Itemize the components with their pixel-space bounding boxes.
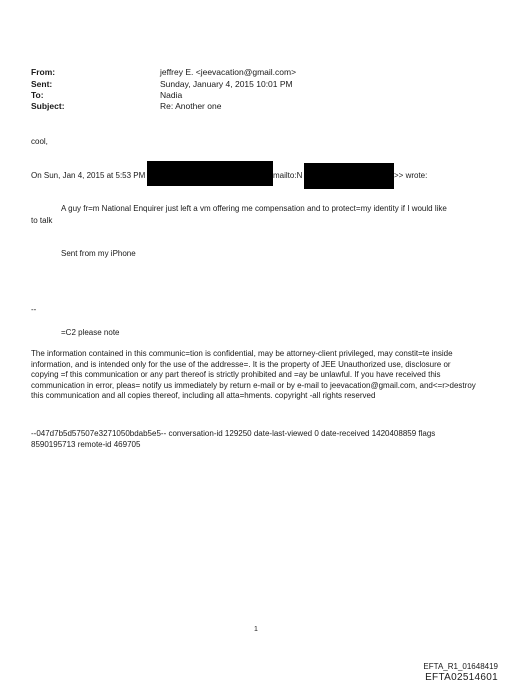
sent-label: Sent: bbox=[31, 79, 53, 89]
redaction-box bbox=[147, 161, 273, 186]
quoted-line-2: to talk bbox=[31, 216, 53, 225]
document-id-primary: EFTA_R1_01648419 bbox=[423, 662, 498, 671]
quoted-line-1: A guy fr=m National Enquirer just left a vm offering me compensation and to protect=my identity if I would like bbox=[61, 204, 447, 213]
page-number: 1 bbox=[254, 626, 258, 633]
subject-label: Subject: bbox=[31, 101, 65, 111]
signature: Sent from my iPhone bbox=[61, 249, 136, 258]
to-label: To: bbox=[31, 90, 44, 100]
document-id-secondary: EFTA02514601 bbox=[425, 672, 498, 683]
from-value: jeffrey E. <jeevacation@gmail.com> bbox=[160, 67, 297, 77]
subject-value: Re: Another one bbox=[160, 101, 222, 111]
quote-intro-end: >> wrote: bbox=[394, 171, 428, 180]
to-value: Nadia bbox=[160, 90, 183, 100]
sent-value: Sunday, January 4, 2015 10:01 PM bbox=[160, 79, 293, 89]
redaction-box bbox=[304, 163, 394, 189]
from-label: From: bbox=[31, 67, 56, 77]
quote-intro-mailto: mailto:N bbox=[273, 171, 303, 180]
reply-text: cool, bbox=[31, 137, 48, 146]
disclaimer-paragraph: The information contained in this communic=tion is confidential, may be attorney-client privileged, may constit=te inside information, and is intended only for the use of the addresse=. It is the property of JEE Unauthorized use, disclosure or copying =f this communication or any part thereof is strictly prohibited and =ay be unlawful. If you have received this communication in error, pleas= notify us immediately by return e-mail or by e-mail to jeevacation@gmail.com, and<=r>destroy this communication and all copies thereof, including all atta=hments. copyright -all rights reserved bbox=[31, 349, 476, 401]
separator: -- bbox=[31, 305, 37, 314]
metadata-paragraph: --047d7b5d57507e3271050bdab5e5-- conversation-id 129250 date-last-viewed 0 date-received 1420408859 flags 8590195713 remote-id 469705 bbox=[31, 429, 436, 449]
note-text: =C2 please note bbox=[61, 328, 120, 337]
quote-intro-start: On Sun, Jan 4, 2015 at 5:53 PM bbox=[31, 171, 146, 180]
